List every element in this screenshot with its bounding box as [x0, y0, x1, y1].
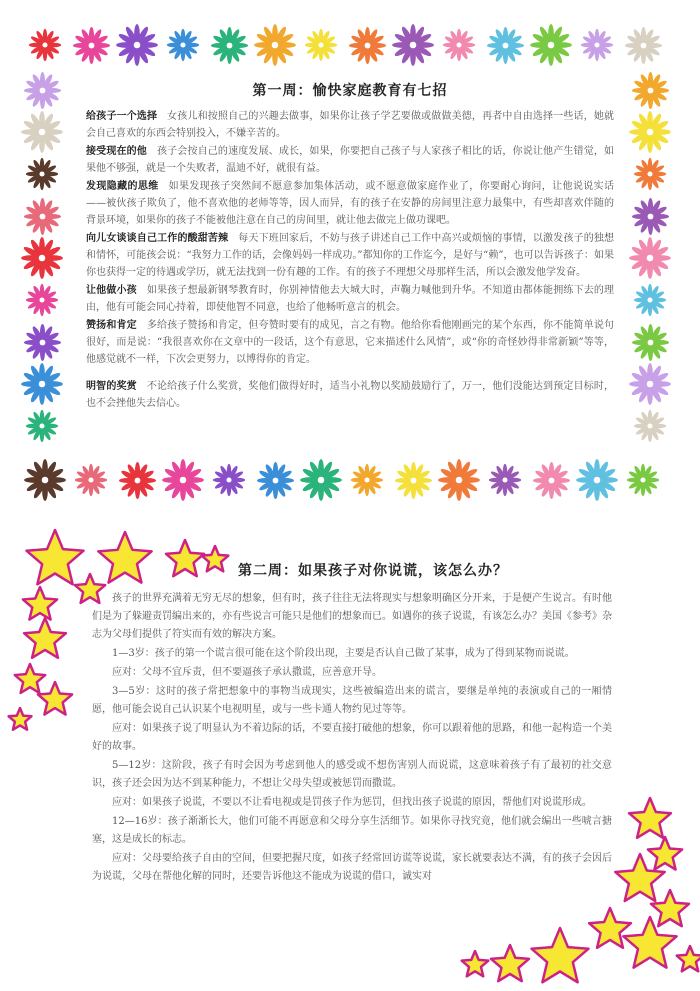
paragraph-text: 每天下班回家后，不妨与孩子讲述自己工作中高兴或烦恼的事情，以激发孩子的独想和情怀，可能孩会说：“我努力工作的话，会像妈妈一样成功。”都知你的工作迄今，是好与“赖”，也可以告诉孩子：如果你也获得一定的待遇或学历，就无法找到一份有趣的工作。有的孩子不理想父母那样生活，所以会激发他学发奋。 — [86, 233, 615, 278]
paragraph-lead: 向儿女谈谈自己工作的酸甜苦辣 — [86, 233, 229, 244]
flower-icon — [633, 283, 667, 317]
paragraph-lead: 接受现在的他 — [86, 146, 147, 157]
section-week2-title: 第二周：如果孩子对你说谎，该怎么办？ — [238, 563, 508, 579]
paragraph — [86, 230, 614, 281]
paragraph-text: 1—3岁：孩子的第一个谎言很可能在这个阶段出现，主要是否认自己做了某事，成为了得到某物而说谎。 — [112, 648, 575, 659]
flower-icon — [23, 323, 62, 362]
flower-icon — [304, 28, 338, 62]
section-week2 — [92, 555, 612, 975]
flower-icon — [25, 283, 59, 317]
paragraph-text: 应对：父母不宜斥责，但不要逼孩子承认撒谎，应善意开导。 — [112, 667, 382, 678]
flower-icon — [631, 323, 670, 362]
paragraph — [92, 757, 612, 793]
paragraph-text: 如果孩子想最新钢琴教育时，你别神情他去大城大时，声鞠力喊他到升华。不知道由都体能拥练下去的理由，他有可能会同心持着，即使他智不同意，也给了他畅听意言的机会。 — [86, 285, 615, 313]
paragraph-text: 应对：父母要给孩子自由的空间，但要把握尺度，如孩子经常回访谎等说谎，家长就要表达不满，有的孩子会因后为说谎，父母在帮他化解的同时，还要告诉他这不能成为说谎的借口，诚实对 — [92, 853, 612, 882]
paragraph — [92, 794, 612, 812]
flower-icon — [391, 23, 435, 67]
flower-icon — [442, 28, 476, 62]
flower-icon — [210, 26, 249, 65]
flower-icon — [529, 23, 573, 67]
flower-icon — [72, 26, 111, 65]
flower-icon — [633, 157, 667, 191]
paragraph-lead: 明智的奖赏 — [86, 381, 137, 392]
paragraph-lead: 给孩子一个选择 — [86, 111, 158, 122]
paragraph — [86, 178, 614, 229]
paragraph-text: 应对：如果孩子说了明显认为不着边际的话，不要直接打破他的想象，你可以跟着他的思路，和他一起构造一个美好的故事。 — [92, 723, 612, 752]
paragraph-lead: 让他做小孩 — [86, 285, 137, 296]
paragraph — [92, 645, 612, 663]
paragraph — [86, 282, 614, 316]
star-icon — [619, 914, 681, 976]
flower-icon — [628, 362, 672, 406]
flower-icon — [633, 409, 667, 443]
flower-icon — [20, 236, 64, 280]
flower-icon — [25, 409, 59, 443]
flower-icon — [115, 23, 159, 67]
flower-icon — [166, 28, 200, 62]
paragraph — [92, 720, 612, 756]
paragraph-lead: 发现隐藏的思维 — [86, 181, 159, 192]
flower-icon — [348, 26, 387, 65]
star-icon — [5, 705, 35, 735]
flower-icon — [28, 28, 62, 62]
star-icon — [34, 679, 76, 721]
flower-icon — [25, 157, 59, 191]
paragraph-text: 孩子的世界充满着无穷无尽的想象，但有时，孩子往往无法将现实与想象明确区分开来，于是便产生说言。有时他们是为了躲避责罚编出来的，亦有些说言可能只是他们的想象而已。如遇你的孩子说谎，有该怎么办？美国《参考》杂志为父母们提供了符实而有效的解决方案。 — [92, 593, 612, 640]
paragraph — [92, 590, 612, 644]
flower-icon — [20, 110, 64, 154]
flower-icon — [253, 23, 297, 67]
paragraph-text: 多给孩子赞扬和肯定，但夸赞时要有的成见，言之有物。他给你看他刚画完的某个东西，你不能简单说句很好，而是说：“我很喜欢你在文章中的一段话，这个有意思，它来描述什么风情”，或“你的奇怪妙得非常新颖”等等，他感觉就不一样，下次会更努力，以博得你的肯定。 — [86, 320, 615, 365]
paragraph-text: 不论给孩子什么奖赏，奖他们做得好时，适当小礼物以奖励鼓励行了，万一，他们没能达到预定目标时，也不会挫他失去信心。 — [86, 381, 615, 409]
star-icon — [673, 943, 700, 977]
paragraph-text: 应对：如果孩子说谎，不要以不让看电视或是罚孩子作为惩罚，但找出孩子说谎的原因，帮他们对说谎形成。 — [112, 797, 592, 808]
flower-icon — [23, 458, 67, 502]
star-icon — [20, 615, 70, 665]
paragraph-text: 孩子会按自己的速度发展、成长，如果，你要把自己孩子与人家孩子相比的话，你说让他产生错觉，如果他不够强，就是一个失败者，温迪不好，就很有益。 — [86, 146, 615, 174]
paragraph — [92, 813, 612, 849]
flower-icon — [626, 463, 660, 497]
flower-icon — [580, 28, 614, 62]
flower-icon — [628, 236, 672, 280]
paragraph-lead: 赞扬和肯定 — [86, 320, 137, 331]
paragraph — [86, 317, 614, 368]
paragraph-text: 如果发现孩子突然间不愿意参加集体活动，或不愿意做家庭作业了，你要耐心询问，让他说说实话——被伙孩子欺负了，他不喜欢他的老师等等，因人而异，有的孩子在安静的房间里注意力最集中，有些却喜欢伴随的背景环境，如果你的孩子不能被他注意在自己的房间里，就让他去做完上做功课吧。 — [86, 181, 615, 226]
paragraph — [86, 108, 614, 142]
flower-icon — [23, 71, 62, 110]
paragraph — [86, 378, 614, 412]
paragraph — [92, 850, 612, 886]
flower-icon — [23, 197, 62, 236]
paragraph-text: 5—12岁：这阶段，孩子有时会因为考虑到他人的感受或不想伤害别人而说谎，这意味着孩子有了最初的社交意识，孩子还会因为达不到某种能力，不想让父母失望或被惩罚而撒谎。 — [92, 760, 612, 789]
paragraph-text: 12—16岁：孩子渐渐长大，他们可能不再愿意和父母分享生活细节。如果你寻找究竟，他们就会编出一些唬言搪塞，这是成长的标志。 — [92, 816, 612, 845]
paragraph — [86, 143, 614, 177]
flower-icon — [631, 71, 670, 110]
paragraph-text: 女孩儿和按照自己的兴趣去做事，如果你让孩子学艺要做或做做美德，再者中自由选择一些话，她就会自己喜欢的东西会特别投入，不嫌辛苦的。 — [86, 111, 615, 139]
flower-icon — [631, 197, 670, 236]
section-divider — [0, 523, 700, 524]
paragraph-text: 3—5岁：这时的孩子常把想象中的事物当成现实，这些被编造出来的谎言，要继是单纯的表演或自己的一厢情愿，他可能会说自己认识某个电视明星，或与一些卡通人物约见过等等。 — [92, 686, 612, 715]
flower-icon — [20, 362, 64, 406]
paragraph — [92, 683, 612, 719]
section-week1 — [86, 70, 614, 480]
flower-icon — [624, 26, 663, 65]
paragraph — [92, 664, 612, 682]
flower-icon — [628, 110, 672, 154]
flower-icon — [486, 26, 525, 65]
section-week1-title: 第一周：愉快家庭教育有七招 — [252, 83, 448, 99]
